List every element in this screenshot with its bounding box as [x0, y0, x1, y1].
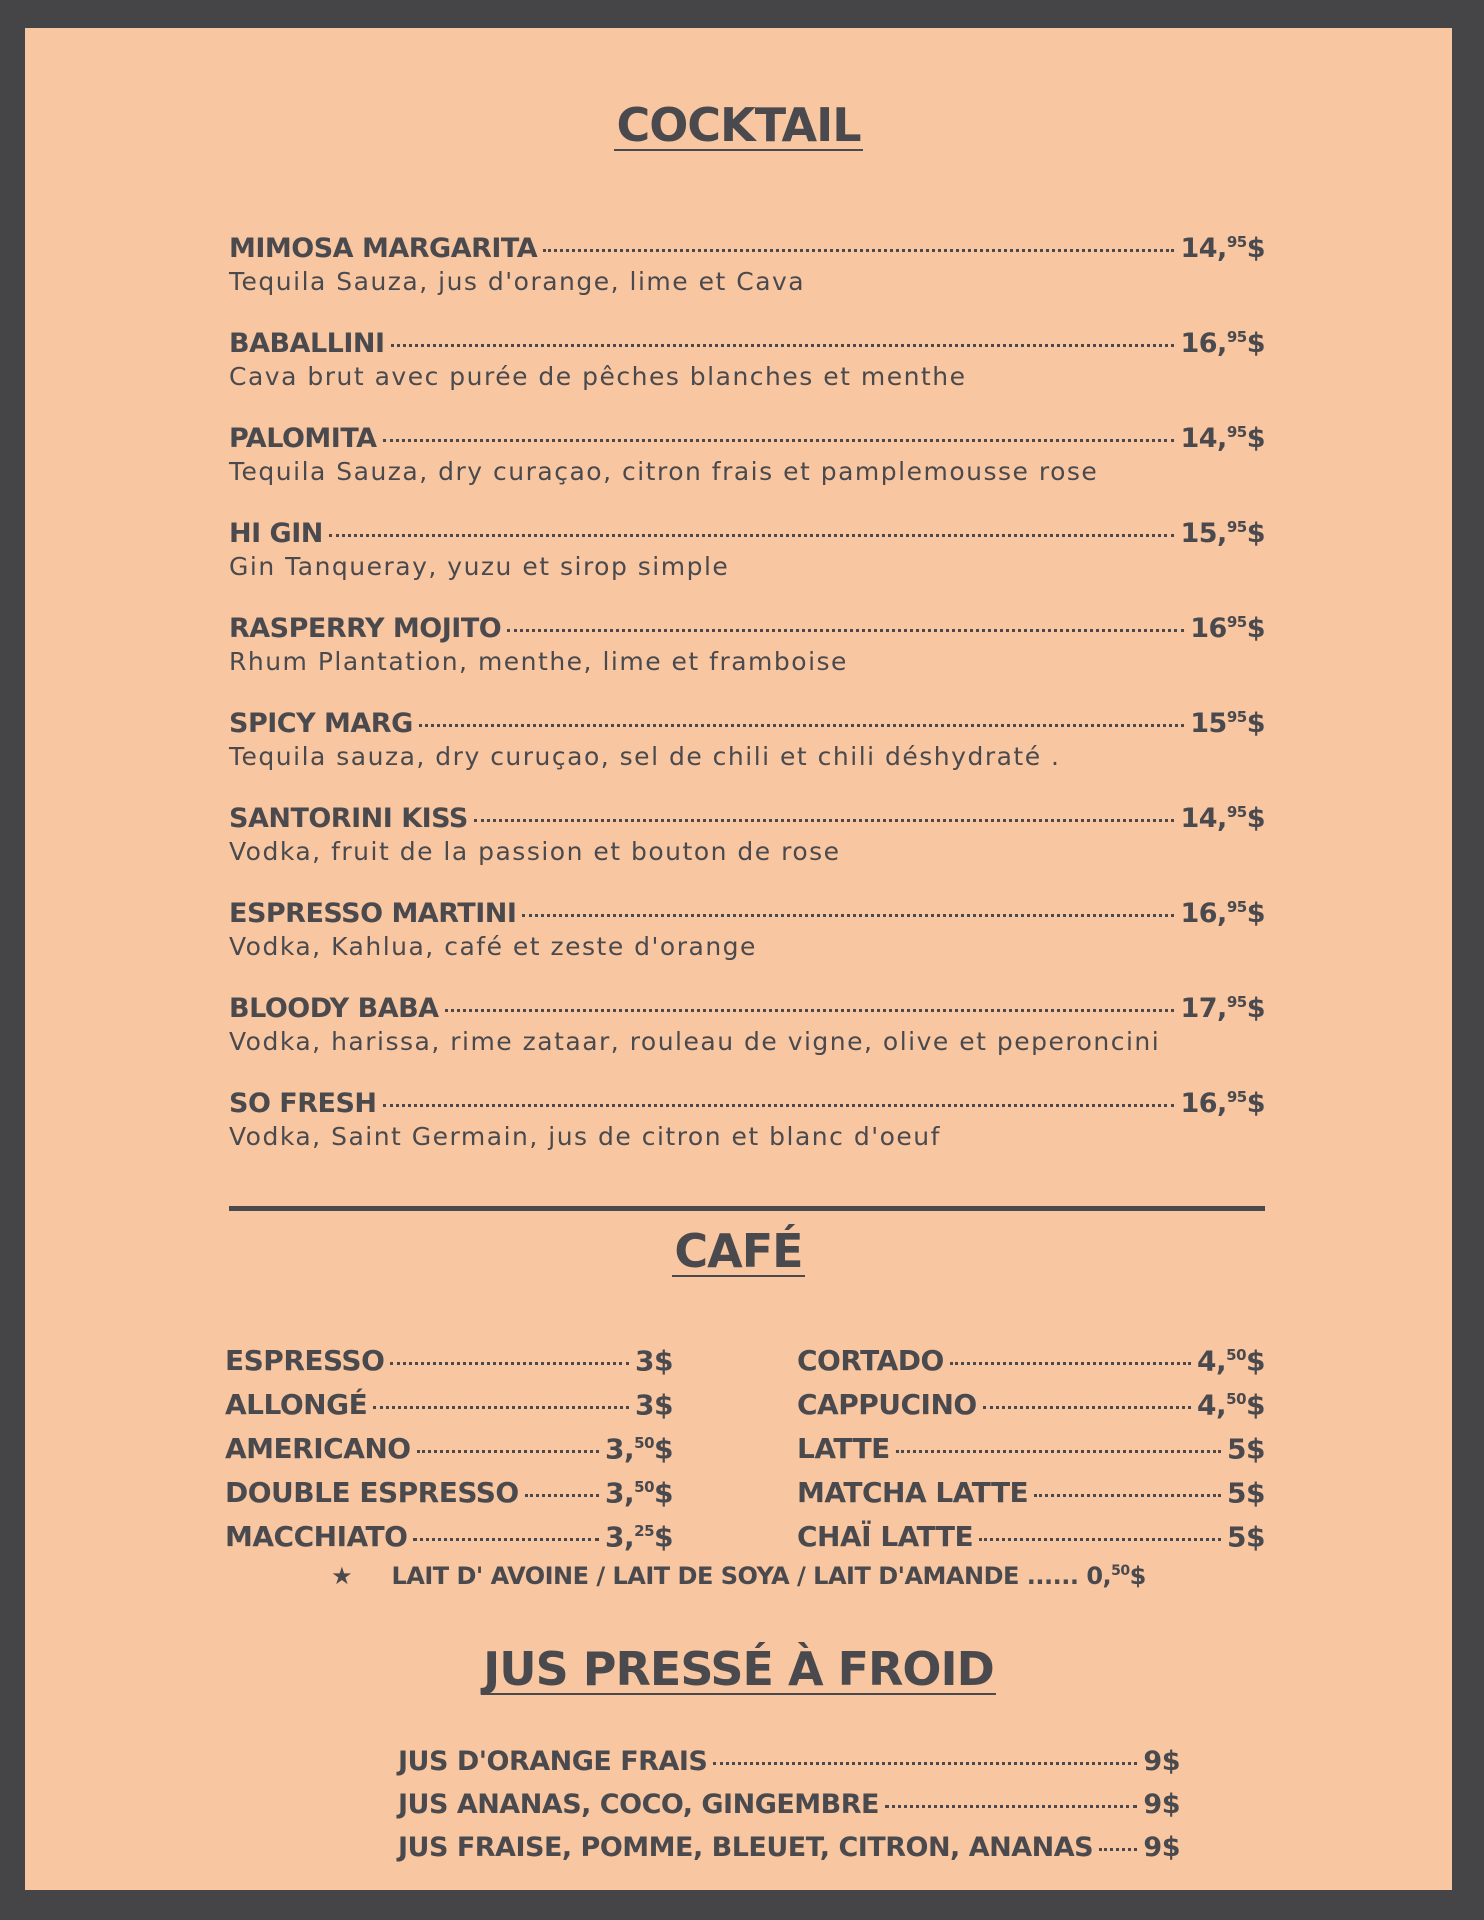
- item-name: SPICY MARG: [229, 708, 413, 739]
- item-name: MIMOSA MARGARITA: [229, 233, 538, 264]
- item-price: 3$: [635, 1344, 673, 1378]
- dot-leader: [329, 534, 1175, 537]
- cafe-item: [225, 1421, 673, 1465]
- dot-leader: [983, 1406, 1191, 1409]
- cocktail-item: [229, 510, 1265, 605]
- cocktail-item: [229, 605, 1265, 700]
- cocktail-item: [229, 890, 1265, 985]
- item-price: 4,50$: [1197, 1344, 1265, 1378]
- item-name: BABALLINI: [229, 328, 385, 359]
- item-name: AMERICANO: [225, 1432, 411, 1466]
- item-price: 3,25$: [605, 1520, 673, 1554]
- item-description: Vodka, Kahlua, café et zeste d'orange: [229, 932, 757, 961]
- item-price: 3,50$: [605, 1476, 673, 1510]
- item-description: Cava brut avec purée de pêches blanches et menthe: [229, 362, 967, 391]
- item-name: SO FRESH: [229, 1088, 377, 1119]
- dot-leader: [507, 629, 1184, 632]
- item-price: 5$: [1227, 1476, 1265, 1510]
- item-price: 14,95$: [1180, 423, 1265, 454]
- item-price: 3$: [635, 1388, 673, 1422]
- item-price: $15^{95}\$$: [1190, 708, 1265, 739]
- item-price: 17,95$: [1180, 993, 1265, 1024]
- dot-leader: [474, 819, 1175, 822]
- item-price: 4,50$: [1197, 1388, 1265, 1422]
- item-name: SANTORINI KISS: [229, 803, 468, 834]
- milk-options-label: LAIT D' AVOINE / LAIT DE SOYA / LAIT D'AMANDE ......: [391, 1562, 1079, 1590]
- item-price: 16,95$: [1180, 1088, 1265, 1119]
- jus-item: [398, 1783, 1180, 1826]
- dot-leader: [373, 1406, 629, 1409]
- item-price: 5$: [1227, 1432, 1265, 1466]
- item-name: CORTADO: [797, 1344, 944, 1378]
- cafe-item: [225, 1333, 673, 1377]
- dot-leader: [383, 1104, 1175, 1107]
- section-divider: [229, 1206, 1265, 1211]
- item-name: ESPRESSO: [225, 1344, 385, 1378]
- item-price: 9$: [1143, 1746, 1180, 1777]
- dot-leader: [383, 439, 1175, 442]
- item-description: Vodka, fruit de la passion et bouton de rose: [229, 837, 841, 866]
- dot-leader: [391, 344, 1175, 347]
- item-price: 9$: [1143, 1832, 1180, 1863]
- cocktail-list: [229, 225, 1265, 1175]
- item-name: RASPERRY MOJITO: [229, 613, 502, 644]
- dot-leader: [445, 1009, 1175, 1012]
- dot-leader: [525, 1494, 599, 1497]
- item-description: Tequila sauza, dry curuçao, sel de chili et chili déshydraté .: [229, 742, 1061, 771]
- item-price: 16,95$: [1180, 898, 1265, 929]
- cocktail-item: [229, 700, 1265, 795]
- item-name: CHAÏ LATTE: [797, 1520, 974, 1554]
- item-description: Vodka, Saint Germain, jus de citron et blanc d'oeuf: [229, 1122, 941, 1151]
- dot-leader: [390, 1362, 629, 1365]
- item-description: Vodka, harissa, rime zataar, rouleau de vigne, olive et peperoncini: [229, 1027, 1161, 1056]
- jus-list: [398, 1740, 1180, 1869]
- cafe-list-right: [797, 1333, 1265, 1553]
- cafe-item: [797, 1377, 1265, 1421]
- cafe-item: [225, 1465, 673, 1509]
- cocktail-item: [229, 320, 1265, 415]
- item-name: CAPPUCINO: [797, 1388, 977, 1422]
- cocktail-section-title: COCKTAIL: [616, 98, 861, 152]
- milk-option-note: [25, 1562, 1452, 1590]
- cafe-item: [225, 1377, 673, 1421]
- cafe-item: [797, 1333, 1265, 1377]
- cocktail-item: [229, 795, 1265, 890]
- cafe-item: [797, 1465, 1265, 1509]
- dot-leader: [950, 1362, 1191, 1365]
- milk-options-price: 0,50$: [1086, 1562, 1146, 1590]
- item-description: Tequila Sauza, dry curaçao, citron frais et pamplemousse rose: [229, 457, 1099, 486]
- item-name: HI GIN: [229, 518, 323, 549]
- item-price: 16,95$: [1180, 328, 1265, 359]
- dot-leader: [896, 1450, 1221, 1453]
- dot-leader: [885, 1805, 1137, 1808]
- item-name: JUS D'ORANGE FRAIS: [398, 1746, 708, 1777]
- item-name: ALLONGÉ: [225, 1388, 368, 1422]
- dot-leader: [713, 1762, 1137, 1765]
- dot-leader: [413, 1538, 599, 1541]
- item-name: DOUBLE ESPRESSO: [225, 1476, 519, 1510]
- dot-leader: [417, 1450, 599, 1453]
- dot-leader: [419, 724, 1184, 727]
- item-price: 3,50$: [605, 1432, 673, 1466]
- jus-item: [398, 1826, 1180, 1869]
- cocktail-item: [229, 225, 1265, 320]
- cocktail-item: [229, 415, 1265, 510]
- item-name: ESPRESSO MARTINI: [229, 898, 517, 929]
- item-name: PALOMITA: [229, 423, 377, 454]
- cafe-item: [225, 1509, 673, 1553]
- item-name: MATCHA LATTE: [797, 1476, 1029, 1510]
- cafe-item: [797, 1421, 1265, 1465]
- item-price: $16^{95}\$$: [1190, 613, 1265, 644]
- item-price: 5$: [1227, 1520, 1265, 1554]
- cocktail-item: [229, 985, 1265, 1080]
- item-name: MACCHIATO: [225, 1520, 408, 1554]
- item-description: Tequila Sauza, jus d'orange, lime et Cava: [229, 267, 806, 296]
- item-name: BLOODY BABA: [229, 993, 439, 1024]
- dot-leader: [1034, 1494, 1221, 1497]
- item-price: 9$: [1143, 1789, 1180, 1820]
- item-name: JUS ANANAS, COCO, GINGEMBRE: [398, 1789, 879, 1820]
- item-description: Gin Tanqueray, yuzu et sirop simple: [229, 552, 730, 581]
- cafe-section-title: CAFÉ: [674, 1224, 803, 1278]
- dot-leader: [522, 914, 1174, 917]
- cafe-list-left: [225, 1333, 673, 1553]
- item-name: JUS FRAISE, POMME, BLEUET, CITRON, ANANAS: [398, 1832, 1094, 1863]
- item-name: LATTE: [797, 1432, 890, 1466]
- jus-section-title: JUS PRESSÉ À FROID: [483, 1642, 994, 1696]
- item-price: 14,95$: [1180, 803, 1265, 834]
- menu-page: [25, 28, 1452, 1890]
- dot-leader: [979, 1538, 1221, 1541]
- cafe-item: [797, 1509, 1265, 1553]
- jus-item: [398, 1740, 1180, 1783]
- item-description: Rhum Plantation, menthe, lime et framboise: [229, 647, 848, 676]
- cocktail-item: [229, 1080, 1265, 1175]
- dot-leader: [543, 249, 1174, 252]
- item-price: 15,95$: [1180, 518, 1265, 549]
- star-icon: ★: [331, 1562, 353, 1590]
- item-price: 14,95$: [1180, 233, 1265, 264]
- dot-leader: [1099, 1848, 1137, 1851]
